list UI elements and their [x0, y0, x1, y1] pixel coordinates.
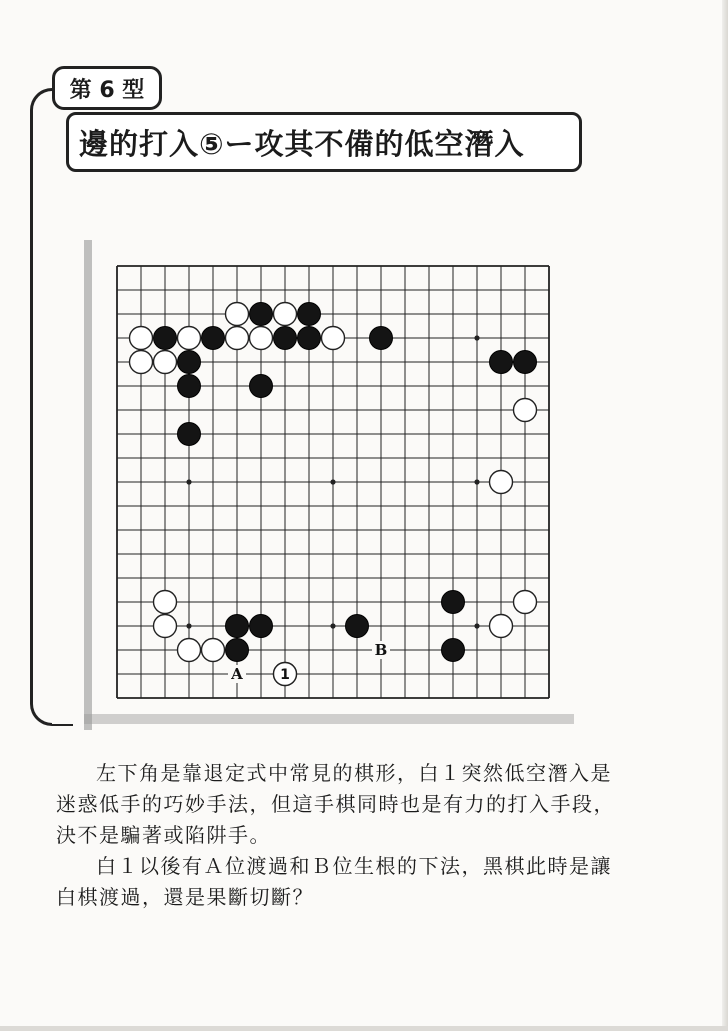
- white-stone: [490, 615, 513, 638]
- commentary-paragraph-2: 白１以後有Ａ位渡過和Ｂ位生根的下法，黑棋此時是讓白棋渡過，還是果斷切斷？: [56, 854, 612, 909]
- move-number: 1: [280, 667, 290, 683]
- white-stone: [130, 327, 153, 350]
- black-stone: [178, 375, 201, 398]
- white-stone: [514, 399, 537, 422]
- white-stone: [514, 591, 537, 614]
- commentary: [56, 758, 616, 913]
- black-stone: [442, 639, 465, 662]
- black-stone: [442, 591, 465, 614]
- black-stone: [490, 351, 513, 374]
- section-bracket: [30, 88, 73, 726]
- board-shadow-bottom: [84, 714, 574, 724]
- black-stone: [250, 615, 273, 638]
- commentary-paragraph-1: 左下角是靠退定式中常見的棋形，白１突然低空潛入是迷惑低手的巧妙手法，但這手棋同時也是有力的打入手段，決不是騙著或陷阱手。: [56, 761, 615, 847]
- star-point: [474, 335, 479, 340]
- black-stone: [250, 303, 273, 326]
- white-stone: [226, 327, 249, 350]
- white-stone: [226, 303, 249, 326]
- star-point: [186, 623, 191, 628]
- white-stone: [322, 327, 345, 350]
- white-stone: [154, 351, 177, 374]
- black-stone: [178, 423, 201, 446]
- go-diagram: [84, 240, 574, 730]
- white-stone: [490, 471, 513, 494]
- white-stone: [154, 591, 177, 614]
- white-stone: [250, 327, 273, 350]
- white-stone: [274, 303, 297, 326]
- black-stone: [514, 351, 537, 374]
- black-stone: [226, 615, 249, 638]
- page-bottom-edge: [0, 1026, 728, 1031]
- board-label-B: B: [374, 641, 388, 659]
- pattern-label: 第 6 型: [52, 66, 162, 110]
- black-stone: [298, 327, 321, 350]
- star-point: [330, 623, 335, 628]
- black-stone: [154, 327, 177, 350]
- black-stone: [274, 327, 297, 350]
- star-point: [474, 479, 479, 484]
- black-stone: [226, 639, 249, 662]
- board-shadow-left: [84, 240, 92, 730]
- black-stone: [250, 375, 273, 398]
- black-stone: [202, 327, 225, 350]
- black-stone: [178, 351, 201, 374]
- white-stone: [130, 351, 153, 374]
- star-point: [186, 479, 191, 484]
- black-stone: [370, 327, 393, 350]
- star-point: [330, 479, 335, 484]
- black-stone: [346, 615, 369, 638]
- page-edge: [722, 0, 728, 1031]
- board-label-A: A: [231, 665, 243, 683]
- black-stone: [298, 303, 321, 326]
- star-point: [474, 623, 479, 628]
- white-stone: [178, 327, 201, 350]
- page-title: 邊的打入⑤ー攻其不備的低空潛入: [66, 112, 582, 172]
- white-stone: [178, 639, 201, 662]
- white-stone: [202, 639, 225, 662]
- white-stone: [154, 615, 177, 638]
- go-board: [84, 240, 574, 730]
